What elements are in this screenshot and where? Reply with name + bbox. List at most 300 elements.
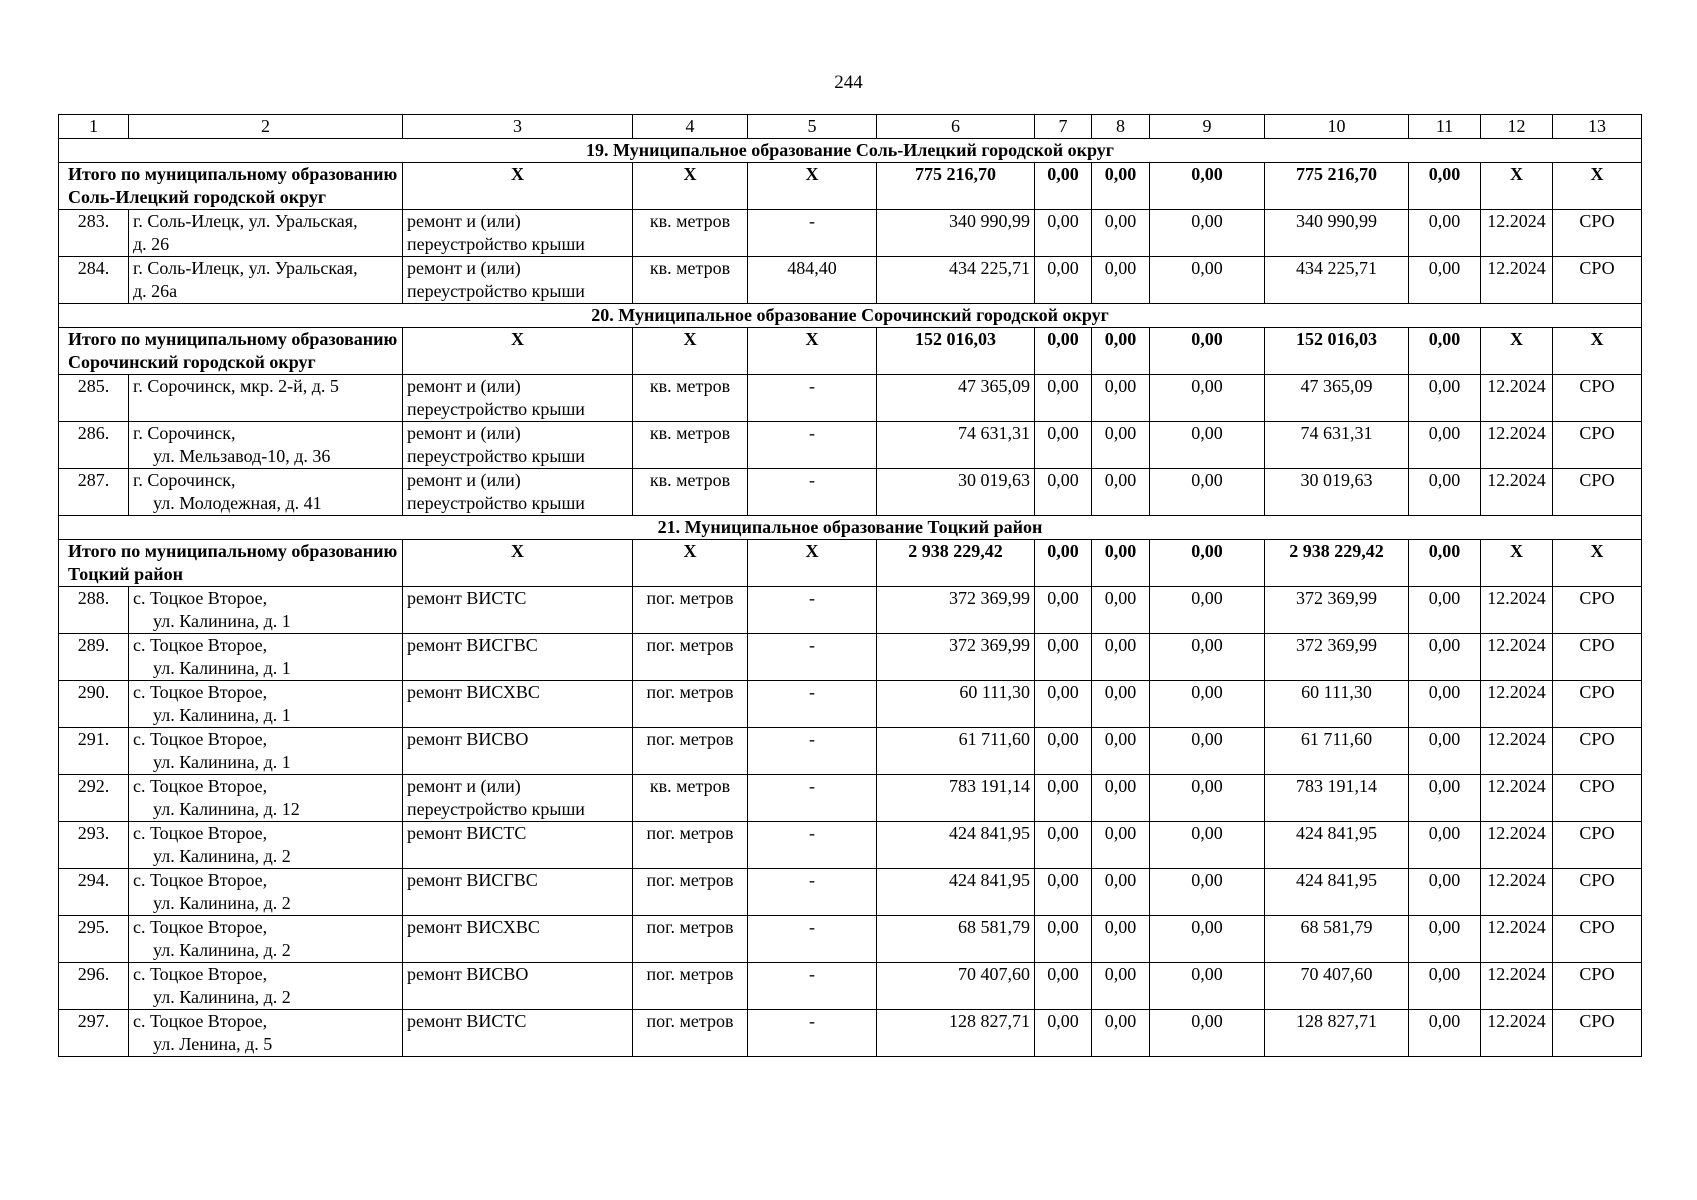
unit-of-measure: кв. метров	[633, 210, 748, 257]
total-cell-c9: 0,00	[1150, 163, 1265, 210]
unit-of-measure: кв. метров	[633, 375, 748, 422]
cell-c7: 0,00	[1035, 1010, 1092, 1057]
column-number: 7	[1035, 115, 1092, 139]
address-line-2: ул. Калинина, д. 1	[153, 752, 291, 772]
unit-of-measure: кв. метров	[633, 422, 748, 469]
address-cell	[129, 963, 403, 1010]
cell-c8: 0,00	[1092, 587, 1150, 634]
total-cost: 47 365,09	[877, 375, 1035, 422]
quantity: -	[748, 1010, 877, 1057]
address-line-2: д. 26	[133, 234, 170, 254]
total-cell-c5: Х	[748, 540, 877, 587]
address-line-2: ул. Калинина, д. 12	[153, 799, 300, 819]
cell-c10: 74 631,31	[1265, 422, 1409, 469]
table-row	[59, 587, 1642, 634]
completion-date: 12.2024	[1481, 257, 1553, 304]
funding-source: СРО	[1553, 634, 1642, 681]
row-number: 295.	[59, 916, 129, 963]
total-cell-c12: Х	[1481, 540, 1553, 587]
unit-of-measure: пог. метров	[633, 1010, 748, 1057]
cell-c8: 0,00	[1092, 728, 1150, 775]
cell-c9: 0,00	[1150, 469, 1265, 516]
total-cost: 74 631,31	[877, 422, 1035, 469]
cell-c11: 0,00	[1409, 634, 1481, 681]
row-number: 293.	[59, 822, 129, 869]
cell-c10: 372 369,99	[1265, 634, 1409, 681]
funding-source: СРО	[1553, 728, 1642, 775]
total-cell-c3: Х	[403, 163, 633, 210]
total-cell-c7: 0,00	[1035, 328, 1092, 375]
work-type: ремонт ВИСТС	[403, 1010, 633, 1057]
cell-c7: 0,00	[1035, 634, 1092, 681]
work-type: ремонт ВИСХВС	[403, 681, 633, 728]
total-label: Итого по муниципальному образованию Тоцкий район	[59, 540, 403, 587]
total-cell-c13: Х	[1553, 328, 1642, 375]
cell-c10: 424 841,95	[1265, 822, 1409, 869]
completion-date: 12.2024	[1481, 469, 1553, 516]
address-line-2: ул. Ленина, д. 5	[153, 1034, 273, 1054]
total-cost: 372 369,99	[877, 587, 1035, 634]
row-number: 286.	[59, 422, 129, 469]
total-cell-c12: Х	[1481, 328, 1553, 375]
municipality-total-row	[59, 163, 1642, 210]
quantity: -	[748, 210, 877, 257]
table-row	[59, 210, 1642, 257]
total-cell-c4: Х	[633, 540, 748, 587]
row-number: 287.	[59, 469, 129, 516]
cell-c8: 0,00	[1092, 210, 1150, 257]
cell-c9: 0,00	[1150, 869, 1265, 916]
cell-c9: 0,00	[1150, 634, 1265, 681]
row-number: 289.	[59, 634, 129, 681]
page-number: 244	[834, 72, 863, 93]
total-cell-c7: 0,00	[1035, 163, 1092, 210]
column-number: 12	[1481, 115, 1553, 139]
cell-c9: 0,00	[1150, 210, 1265, 257]
total-cell-c10: 2 938 229,42	[1265, 540, 1409, 587]
cell-c8: 0,00	[1092, 916, 1150, 963]
total-cost: 424 841,95	[877, 869, 1035, 916]
total-cost: 61 711,60	[877, 728, 1035, 775]
table-row	[59, 728, 1642, 775]
funding-source: СРО	[1553, 963, 1642, 1010]
cell-c9: 0,00	[1150, 916, 1265, 963]
cell-c11: 0,00	[1409, 775, 1481, 822]
section-title: 20. Муниципальное образование Сорочинский городской округ	[59, 304, 1642, 328]
capital-repair-table	[58, 114, 1642, 1057]
total-cell-c5: Х	[748, 163, 877, 210]
cell-c9: 0,00	[1150, 587, 1265, 634]
cell-c7: 0,00	[1035, 587, 1092, 634]
funding-source: СРО	[1553, 375, 1642, 422]
section-header-row	[59, 139, 1642, 163]
total-cell-c3: Х	[403, 328, 633, 375]
column-number: 6	[877, 115, 1035, 139]
cell-c7: 0,00	[1035, 210, 1092, 257]
row-number: 292.	[59, 775, 129, 822]
total-cell-c10: 152 016,03	[1265, 328, 1409, 375]
table-row	[59, 963, 1642, 1010]
unit-of-measure: пог. метров	[633, 587, 748, 634]
total-cost: 68 581,79	[877, 916, 1035, 963]
cell-c8: 0,00	[1092, 422, 1150, 469]
cell-c7: 0,00	[1035, 869, 1092, 916]
column-number: 2	[129, 115, 403, 139]
cell-c9: 0,00	[1150, 963, 1265, 1010]
cell-c11: 0,00	[1409, 681, 1481, 728]
address-line-1: с. Тоцкое Второе,	[133, 964, 268, 984]
total-cell-c5: Х	[748, 328, 877, 375]
section-title: 21. Муниципальное образование Тоцкий район	[59, 516, 1642, 540]
quantity: -	[748, 775, 877, 822]
completion-date: 12.2024	[1481, 963, 1553, 1010]
cell-c10: 424 841,95	[1265, 869, 1409, 916]
municipality-total-row	[59, 540, 1642, 587]
cell-c8: 0,00	[1092, 375, 1150, 422]
cell-c7: 0,00	[1035, 916, 1092, 963]
total-label: Итого по муниципальному образованию Сорочинский городской округ	[59, 328, 403, 375]
total-cell-c7: 0,00	[1035, 540, 1092, 587]
quantity: -	[748, 375, 877, 422]
table-body	[59, 115, 1642, 1057]
total-cell-c11: 0,00	[1409, 163, 1481, 210]
quantity: -	[748, 869, 877, 916]
completion-date: 12.2024	[1481, 375, 1553, 422]
cell-c10: 60 111,30	[1265, 681, 1409, 728]
cell-c9: 0,00	[1150, 822, 1265, 869]
cell-c8: 0,00	[1092, 775, 1150, 822]
cell-c10: 128 827,71	[1265, 1010, 1409, 1057]
cell-c9: 0,00	[1150, 775, 1265, 822]
cell-c10: 372 369,99	[1265, 587, 1409, 634]
total-cell-c4: Х	[633, 328, 748, 375]
address-line-1: с. Тоцкое Второе,	[133, 682, 268, 702]
table-row	[59, 422, 1642, 469]
column-number: 11	[1409, 115, 1481, 139]
address-cell	[129, 469, 403, 516]
work-type: ремонт и (или) переустройство крыши	[403, 469, 633, 516]
completion-date: 12.2024	[1481, 916, 1553, 963]
table-row	[59, 257, 1642, 304]
section-title: 19. Муниципальное образование Соль-Илецкий городской округ	[59, 139, 1642, 163]
row-number: 297.	[59, 1010, 129, 1057]
unit-of-measure: пог. метров	[633, 728, 748, 775]
cell-c11: 0,00	[1409, 822, 1481, 869]
address-cell	[129, 375, 403, 422]
unit-of-measure: кв. метров	[633, 469, 748, 516]
quantity: -	[748, 681, 877, 728]
funding-source: СРО	[1553, 681, 1642, 728]
total-cell-c13: Х	[1553, 163, 1642, 210]
address-line-1: с. Тоцкое Второе,	[133, 870, 268, 890]
total-cell-c11: 0,00	[1409, 540, 1481, 587]
cell-c9: 0,00	[1150, 422, 1265, 469]
work-type: ремонт ВИСТС	[403, 587, 633, 634]
address-cell	[129, 257, 403, 304]
address-cell	[129, 916, 403, 963]
cell-c7: 0,00	[1035, 257, 1092, 304]
table-row	[59, 681, 1642, 728]
table-row	[59, 375, 1642, 422]
cell-c7: 0,00	[1035, 375, 1092, 422]
column-number: 5	[748, 115, 877, 139]
unit-of-measure: кв. метров	[633, 775, 748, 822]
cell-c8: 0,00	[1092, 681, 1150, 728]
completion-date: 12.2024	[1481, 1010, 1553, 1057]
total-cell-c9: 0,00	[1150, 540, 1265, 587]
quantity: -	[748, 634, 877, 681]
column-number-row	[59, 115, 1642, 139]
column-number: 13	[1553, 115, 1642, 139]
address-cell	[129, 1010, 403, 1057]
cell-c7: 0,00	[1035, 681, 1092, 728]
address-line-2: ул. Калинина, д. 1	[153, 658, 291, 678]
quantity: -	[748, 916, 877, 963]
cell-c11: 0,00	[1409, 869, 1481, 916]
quantity: -	[748, 822, 877, 869]
cell-c11: 0,00	[1409, 916, 1481, 963]
unit-of-measure: пог. метров	[633, 869, 748, 916]
work-type: ремонт ВИСТС	[403, 822, 633, 869]
unit-of-measure: пог. метров	[633, 963, 748, 1010]
table-row	[59, 916, 1642, 963]
cell-c9: 0,00	[1150, 681, 1265, 728]
address-cell	[129, 634, 403, 681]
unit-of-measure: пог. метров	[633, 681, 748, 728]
total-cell-c8: 0,00	[1092, 328, 1150, 375]
total-cell-c8: 0,00	[1092, 540, 1150, 587]
cell-c10: 434 225,71	[1265, 257, 1409, 304]
funding-source: СРО	[1553, 775, 1642, 822]
cell-c10: 68 581,79	[1265, 916, 1409, 963]
funding-source: СРО	[1553, 869, 1642, 916]
work-type: ремонт и (или) переустройство крыши	[403, 375, 633, 422]
cell-c10: 61 711,60	[1265, 728, 1409, 775]
cell-c8: 0,00	[1092, 634, 1150, 681]
total-cell-c3: Х	[403, 540, 633, 587]
funding-source: СРО	[1553, 210, 1642, 257]
address-cell	[129, 210, 403, 257]
total-cost: 30 019,63	[877, 469, 1035, 516]
funding-source: СРО	[1553, 916, 1642, 963]
cell-c7: 0,00	[1035, 963, 1092, 1010]
cell-c8: 0,00	[1092, 963, 1150, 1010]
address-line-2: д. 26а	[133, 281, 178, 301]
total-cost: 128 827,71	[877, 1010, 1035, 1057]
cell-c11: 0,00	[1409, 728, 1481, 775]
column-number: 1	[59, 115, 129, 139]
total-cell-c8: 0,00	[1092, 163, 1150, 210]
total-cell-c6: 152 016,03	[877, 328, 1035, 375]
total-cost: 60 111,30	[877, 681, 1035, 728]
cell-c10: 30 019,63	[1265, 469, 1409, 516]
column-number: 4	[633, 115, 748, 139]
completion-date: 12.2024	[1481, 681, 1553, 728]
work-type: ремонт ВИСВО	[403, 963, 633, 1010]
unit-of-measure: пог. метров	[633, 634, 748, 681]
quantity: 484,40	[748, 257, 877, 304]
address-cell	[129, 681, 403, 728]
row-number: 290.	[59, 681, 129, 728]
total-cost: 424 841,95	[877, 822, 1035, 869]
address-line-1: г. Сорочинск,	[133, 470, 236, 490]
cell-c10: 70 407,60	[1265, 963, 1409, 1010]
work-type: ремонт и (или) переустройство крыши	[403, 257, 633, 304]
address-line-1: г. Соль-Илецк, ул. Уральская,	[133, 211, 358, 231]
total-cell-c13: Х	[1553, 540, 1642, 587]
table-row	[59, 1010, 1642, 1057]
completion-date: 12.2024	[1481, 728, 1553, 775]
address-line-2: ул. Калинина, д. 2	[153, 846, 291, 866]
funding-source: СРО	[1553, 822, 1642, 869]
column-number: 9	[1150, 115, 1265, 139]
row-number: 294.	[59, 869, 129, 916]
funding-source: СРО	[1553, 422, 1642, 469]
address-cell	[129, 587, 403, 634]
funding-source: СРО	[1553, 1010, 1642, 1057]
address-cell	[129, 775, 403, 822]
table-row	[59, 822, 1642, 869]
completion-date: 12.2024	[1481, 775, 1553, 822]
work-type: ремонт ВИСХВС	[403, 916, 633, 963]
row-number: 288.	[59, 587, 129, 634]
address-line-1: с. Тоцкое Второе,	[133, 917, 268, 937]
work-type: ремонт ВИСГВС	[403, 869, 633, 916]
total-cost: 340 990,99	[877, 210, 1035, 257]
address-line-2: ул. Калинина, д. 1	[153, 705, 291, 725]
address-line-2: ул. Калинина, д. 2	[153, 893, 291, 913]
completion-date: 12.2024	[1481, 210, 1553, 257]
address-line-1: г. Соль-Илецк, ул. Уральская,	[133, 258, 358, 278]
cell-c11: 0,00	[1409, 422, 1481, 469]
cell-c11: 0,00	[1409, 210, 1481, 257]
address-line-2: ул. Мельзавод-10, д. 36	[153, 446, 331, 466]
completion-date: 12.2024	[1481, 422, 1553, 469]
funding-source: СРО	[1553, 469, 1642, 516]
quantity: -	[748, 728, 877, 775]
total-cost: 783 191,14	[877, 775, 1035, 822]
address-line-2: ул. Калинина, д. 2	[153, 987, 291, 1007]
cell-c7: 0,00	[1035, 775, 1092, 822]
unit-of-measure: пог. метров	[633, 916, 748, 963]
table-row	[59, 775, 1642, 822]
address-line-1: с. Тоцкое Второе,	[133, 776, 268, 796]
address-line-1: г. Сорочинск, мкр. 2-й, д. 5	[133, 376, 339, 396]
cell-c7: 0,00	[1035, 822, 1092, 869]
address-line-1: г. Сорочинск,	[133, 423, 236, 443]
work-type: ремонт и (или) переустройство крыши	[403, 775, 633, 822]
total-cell-c11: 0,00	[1409, 328, 1481, 375]
funding-source: СРО	[1553, 257, 1642, 304]
total-cell-c6: 775 216,70	[877, 163, 1035, 210]
unit-of-measure: кв. метров	[633, 257, 748, 304]
address-line-2: ул. Молодежная, д. 41	[153, 493, 322, 513]
address-line-1: с. Тоцкое Второе,	[133, 729, 268, 749]
work-type: ремонт и (или) переустройство крыши	[403, 210, 633, 257]
row-number: 283.	[59, 210, 129, 257]
cell-c7: 0,00	[1035, 469, 1092, 516]
cell-c8: 0,00	[1092, 257, 1150, 304]
funding-source: СРО	[1553, 587, 1642, 634]
cell-c9: 0,00	[1150, 728, 1265, 775]
cell-c11: 0,00	[1409, 469, 1481, 516]
cell-c10: 783 191,14	[1265, 775, 1409, 822]
column-number: 10	[1265, 115, 1409, 139]
total-cost: 70 407,60	[877, 963, 1035, 1010]
address-cell	[129, 422, 403, 469]
unit-of-measure: пог. метров	[633, 822, 748, 869]
cell-c11: 0,00	[1409, 963, 1481, 1010]
total-cell-c12: Х	[1481, 163, 1553, 210]
total-cost: 372 369,99	[877, 634, 1035, 681]
section-header-row	[59, 516, 1642, 540]
table-row	[59, 869, 1642, 916]
cell-c7: 0,00	[1035, 422, 1092, 469]
row-number: 291.	[59, 728, 129, 775]
cell-c9: 0,00	[1150, 257, 1265, 304]
address-line-1: с. Тоцкое Второе,	[133, 1011, 268, 1031]
address-line-1: с. Тоцкое Второе,	[133, 635, 268, 655]
total-cell-c10: 775 216,70	[1265, 163, 1409, 210]
work-type: ремонт ВИСВО	[403, 728, 633, 775]
completion-date: 12.2024	[1481, 869, 1553, 916]
section-header-row	[59, 304, 1642, 328]
completion-date: 12.2024	[1481, 822, 1553, 869]
completion-date: 12.2024	[1481, 587, 1553, 634]
completion-date: 12.2024	[1481, 634, 1553, 681]
municipality-total-row	[59, 328, 1642, 375]
cell-c10: 340 990,99	[1265, 210, 1409, 257]
address-line-1: с. Тоцкое Второе,	[133, 588, 268, 608]
work-type: ремонт и (или) переустройство крыши	[403, 422, 633, 469]
total-cell-c9: 0,00	[1150, 328, 1265, 375]
cell-c11: 0,00	[1409, 375, 1481, 422]
quantity: -	[748, 469, 877, 516]
address-line-2: ул. Калинина, д. 2	[153, 940, 291, 960]
address-line-2: ул. Калинина, д. 1	[153, 611, 291, 631]
cell-c8: 0,00	[1092, 869, 1150, 916]
total-cell-c6: 2 938 229,42	[877, 540, 1035, 587]
cell-c8: 0,00	[1092, 1010, 1150, 1057]
cell-c7: 0,00	[1035, 728, 1092, 775]
row-number: 296.	[59, 963, 129, 1010]
address-line-1: с. Тоцкое Второе,	[133, 823, 268, 843]
cell-c9: 0,00	[1150, 375, 1265, 422]
total-cost: 434 225,71	[877, 257, 1035, 304]
address-cell	[129, 728, 403, 775]
cell-c11: 0,00	[1409, 1010, 1481, 1057]
quantity: -	[748, 587, 877, 634]
cell-c8: 0,00	[1092, 822, 1150, 869]
cell-c9: 0,00	[1150, 1010, 1265, 1057]
cell-c11: 0,00	[1409, 257, 1481, 304]
quantity: -	[748, 422, 877, 469]
cell-c11: 0,00	[1409, 587, 1481, 634]
table-row	[59, 634, 1642, 681]
cell-c8: 0,00	[1092, 469, 1150, 516]
row-number: 285.	[59, 375, 129, 422]
address-cell	[129, 869, 403, 916]
row-number: 284.	[59, 257, 129, 304]
column-number: 8	[1092, 115, 1150, 139]
column-number: 3	[403, 115, 633, 139]
total-cell-c4: Х	[633, 163, 748, 210]
work-type: ремонт ВИСГВС	[403, 634, 633, 681]
cell-c10: 47 365,09	[1265, 375, 1409, 422]
address-cell	[129, 822, 403, 869]
quantity: -	[748, 963, 877, 1010]
total-label: Итого по муниципальному образованию Соль-Илецкий городской округ	[59, 163, 403, 210]
